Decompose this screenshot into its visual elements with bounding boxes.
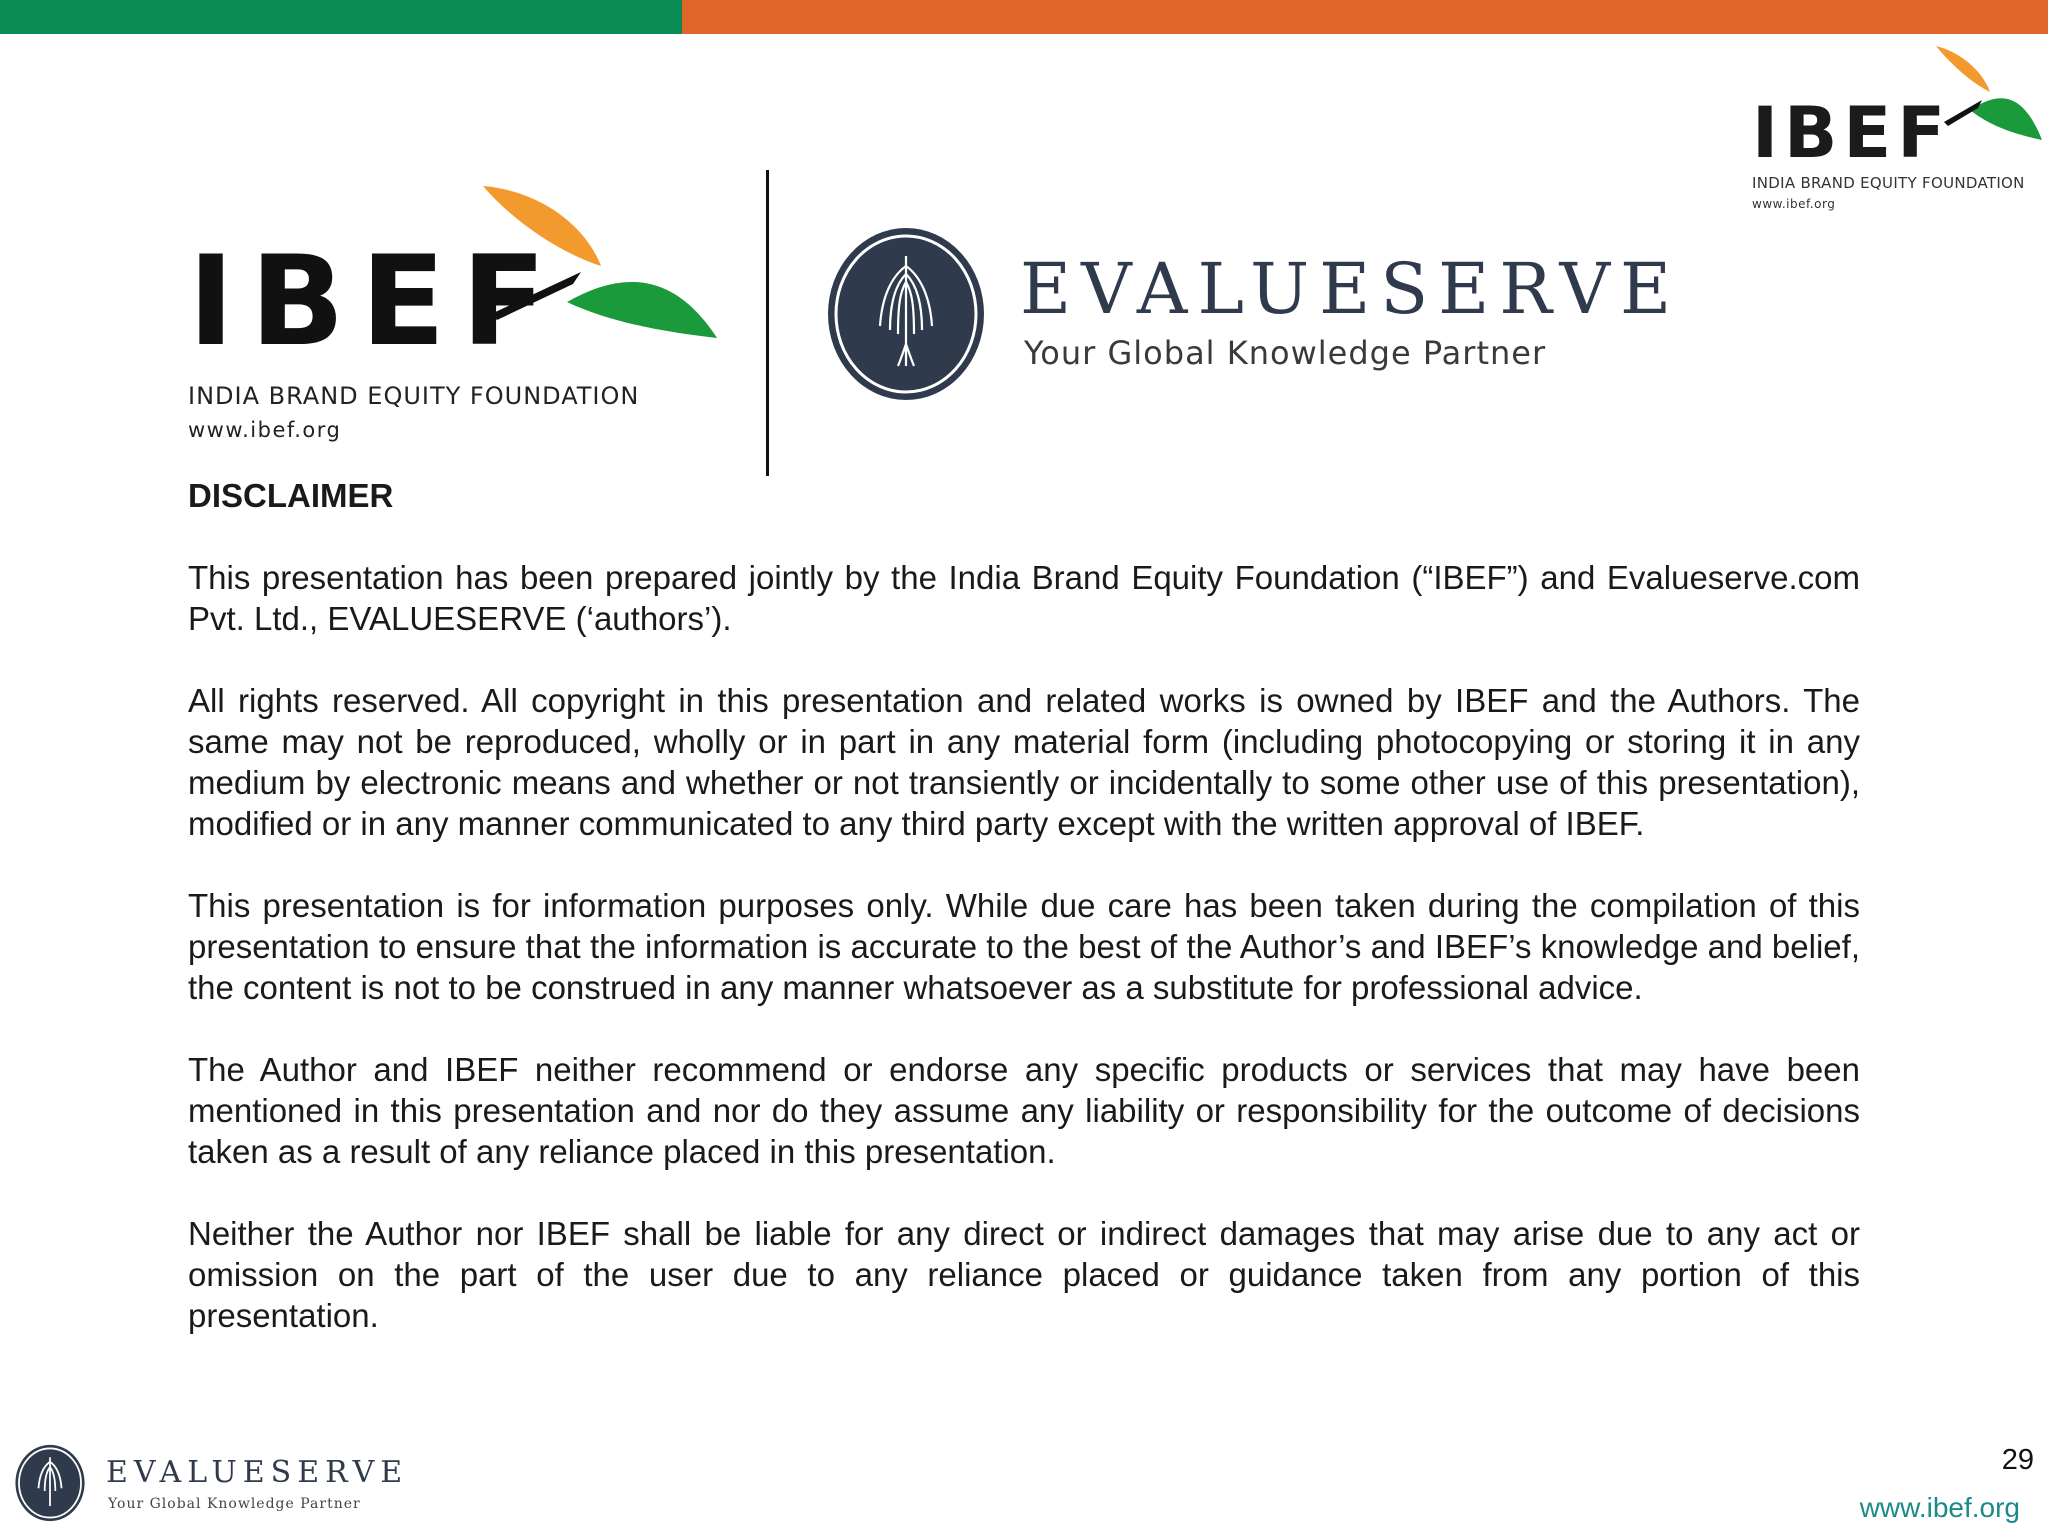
disclaimer-paragraph: The Author and IBEF neither recommend or endorse any specific products or services that may have been mentioned in this presentation and nor do they assume any liability or responsibility for the outcome of decisions taken as a result of any reliance placed in this presentation. <box>188 1051 1860 1170</box>
ibef-logo-header <box>1752 44 2042 224</box>
disclaimer-paragraph: This presentation has been prepared jointly by the India Brand Equity Foundation (“IBEF”) and Evalueserve.com Pvt. Ltd., EVALUESERVE (‘authors’). <box>188 559 1860 637</box>
top-bar-orange-segment <box>682 0 2048 34</box>
tree-emblem-icon <box>12 1444 88 1522</box>
top-color-bar <box>0 0 2048 34</box>
ibef-wordmark: IBEF <box>1752 92 1952 174</box>
disclaimer-paragraph: This presentation is for information purposes only. While due care has been taken during the compilation of this presentation to ensure that the information is accurate to the best of the Author’s and IBEF’s knowledge and belief, the content is not to be construed in any manner whatsoever as a substitute for professional advice. <box>188 887 1860 1006</box>
ibef-full-name: INDIA BRAND EQUITY FOUNDATION <box>188 382 640 410</box>
evalueserve-wordmark: EVALUESERVE <box>1020 248 1682 330</box>
disclaimer-section <box>188 475 1860 1377</box>
disclaimer-paragraph: Neither the Author nor IBEF shall be liable for any direct or indirect damages that may arise due to any act or omission on the part of the user due to any reliance placed or guidance taken from any portion of this presentation. <box>188 1215 1860 1334</box>
logo-divider <box>766 170 769 476</box>
disclaimer-heading: DISCLAIMER <box>188 477 394 514</box>
evalueserve-tagline: Your Global Knowledge Partner <box>1024 334 1547 372</box>
ibef-full-name: INDIA BRAND EQUITY FOUNDATION <box>1752 174 2025 192</box>
page-number: 29 <box>2001 1444 2034 1476</box>
ibef-logo-main <box>188 180 748 450</box>
ibef-url: www.ibef.org <box>188 418 342 442</box>
tree-emblem-icon <box>826 226 986 402</box>
evalueserve-wordmark: EVALUESERVE <box>106 1455 409 1490</box>
footer-url-link[interactable]: www.ibef.org <box>1859 1492 2020 1523</box>
evalueserve-logo-main <box>826 226 1682 406</box>
top-bar-green-segment <box>0 0 682 34</box>
ibef-url: www.ibef.org <box>1752 197 1836 211</box>
evalueserve-logo-footer <box>12 1444 412 1524</box>
disclaimer-paragraph: All rights reserved. All copyright in this presentation and related works is owned by IBEF and the Authors. The same may not be reproduced, wholly or in part in any material form (including photocopying or storing it in any medium by electronic means and whether or not transiently or incidentally to some other use of this presentation), modified or in any manner communicated to any third party except with the written approval of IBEF. <box>188 682 1860 842</box>
evalueserve-tagline: Your Global Knowledge Partner <box>108 1496 361 1512</box>
ibef-wordmark: IBEF <box>188 230 563 374</box>
